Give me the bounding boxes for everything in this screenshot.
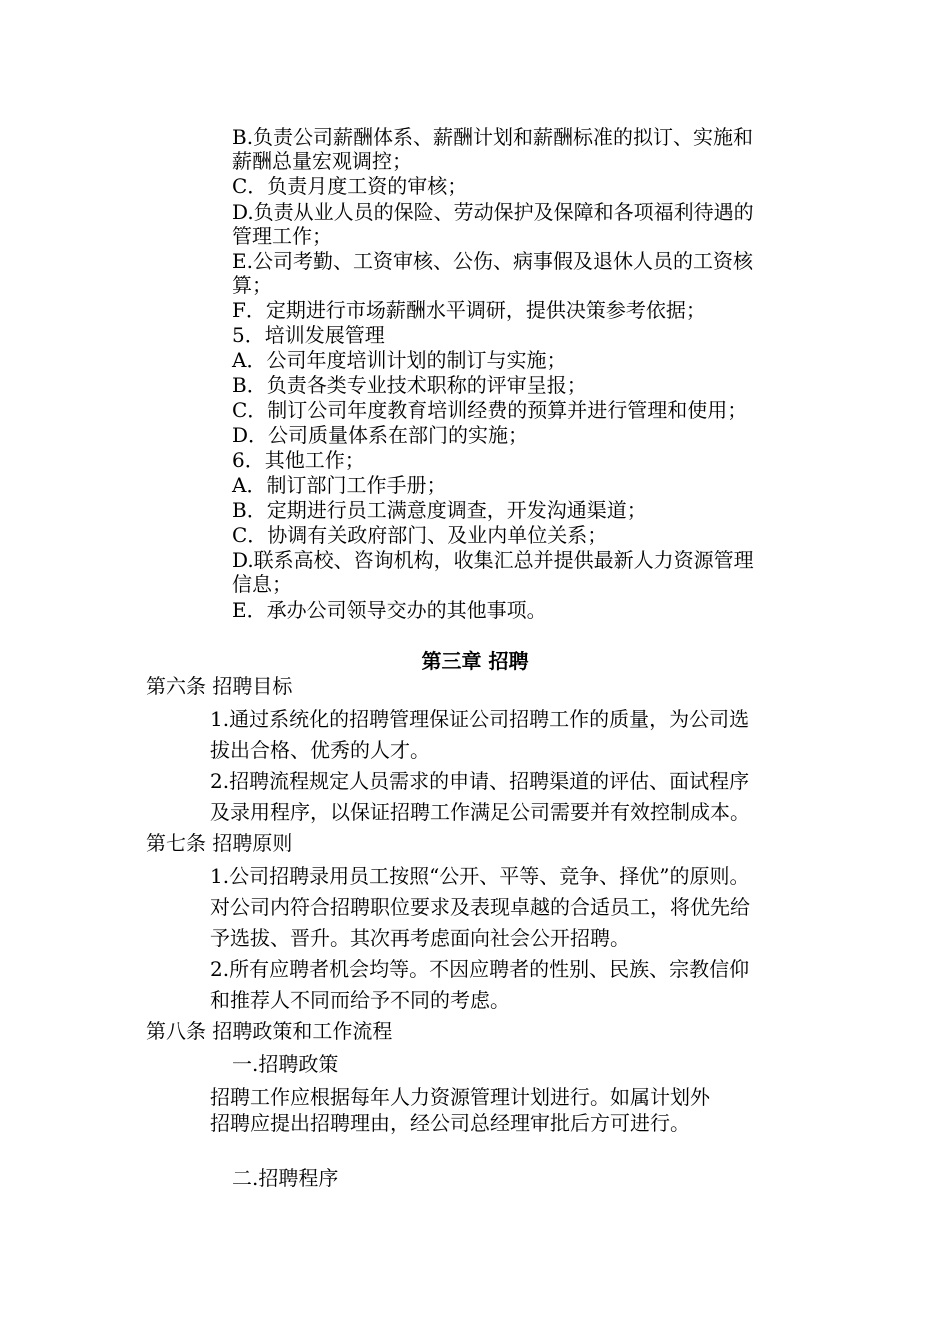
article-7-line: 1.公司招聘录用员工按照“公开、平等、竞争、择优”的原则。 bbox=[210, 864, 750, 888]
duty-line: D.负责从业人员的保险、劳动保护及保障和各项福利待遇的 bbox=[232, 200, 754, 224]
duty-line: B.负责公司薪酬体系、薪酬计划和薪酬标准的拟订、实施和 bbox=[232, 125, 754, 149]
article-7-heading: 第七条 招聘原则 bbox=[146, 831, 293, 855]
article-7-line: 予选拔、晋升。其次再考虑面向社会公开招聘。 bbox=[210, 926, 630, 950]
duty-line: 5．培训发展管理 bbox=[232, 323, 385, 347]
duty-line: 6．其他工作； bbox=[232, 448, 365, 472]
duty-line: D.联系高校、咨询机构，收集汇总并提供最新人力资源管理 bbox=[232, 548, 754, 572]
policy-line: 招聘工作应根据每年人力资源管理计划进行。如属计划外 bbox=[210, 1085, 710, 1109]
article-8-heading: 第八条 招聘政策和工作流程 bbox=[146, 1019, 393, 1043]
article-7-line: 2.所有应聘者机会均等。不因应聘者的性别、民族、宗教信仰 bbox=[210, 957, 750, 981]
article-6-line: 及录用程序，以保证招聘工作满足公司需要并有效控制成本。 bbox=[210, 800, 750, 824]
article-6-heading: 第六条 招聘目标 bbox=[146, 674, 293, 698]
article-7-line: 和推荐人不同而给予不同的考虑。 bbox=[210, 988, 510, 1012]
duty-line: 信息； bbox=[232, 572, 292, 596]
duty-line: B．负责各类专业技术职称的评审呈报； bbox=[232, 373, 587, 397]
duty-line: B．定期进行员工满意度调查，开发沟通渠道； bbox=[232, 498, 647, 522]
policy-line: 招聘应提出招聘理由，经公司总经理审批后方可进行。 bbox=[210, 1111, 690, 1135]
duty-line: 薪酬总量宏观调控； bbox=[232, 149, 412, 173]
chapter-title: 第三章 招聘 bbox=[421, 649, 529, 673]
duty-line: A．公司年度培训计划的制订与实施； bbox=[232, 348, 567, 372]
duty-line: D．公司质量体系在部门的实施； bbox=[232, 423, 529, 447]
duty-line: E.公司考勤、工资审核、公伤、病事假及退休人员的工资核 bbox=[232, 249, 753, 273]
duty-line: A．制订部门工作手册； bbox=[232, 473, 447, 497]
article-6-line: 拔出合格、优秀的人才。 bbox=[210, 738, 430, 762]
duty-line: F．定期进行市场薪酬水平调研，提供决策参考依据； bbox=[232, 298, 706, 322]
procedure-heading: 二.招聘程序 bbox=[232, 1166, 339, 1190]
article-6-line: 1.通过系统化的招聘管理保证公司招聘工作的质量，为公司选 bbox=[210, 707, 750, 731]
duty-line: C．负责月度工资的审核； bbox=[232, 174, 468, 198]
duty-line: C．制订公司年度教育培训经费的预算并进行管理和使用； bbox=[232, 398, 748, 422]
duty-line: 管理工作； bbox=[232, 224, 332, 248]
article-6-line: 2.招聘流程规定人员需求的申请、招聘渠道的评估、面试程序 bbox=[210, 769, 750, 793]
duty-line: 算； bbox=[232, 273, 272, 297]
article-7-line: 对公司内符合招聘职位要求及表现卓越的合适员工，将优先给 bbox=[210, 895, 750, 919]
policy-heading: 一.招聘政策 bbox=[232, 1052, 339, 1076]
duty-line: E．承办公司领导交办的其他事项。 bbox=[232, 598, 547, 622]
duty-line: C．协调有关政府部门、及业内单位关系； bbox=[232, 523, 608, 547]
